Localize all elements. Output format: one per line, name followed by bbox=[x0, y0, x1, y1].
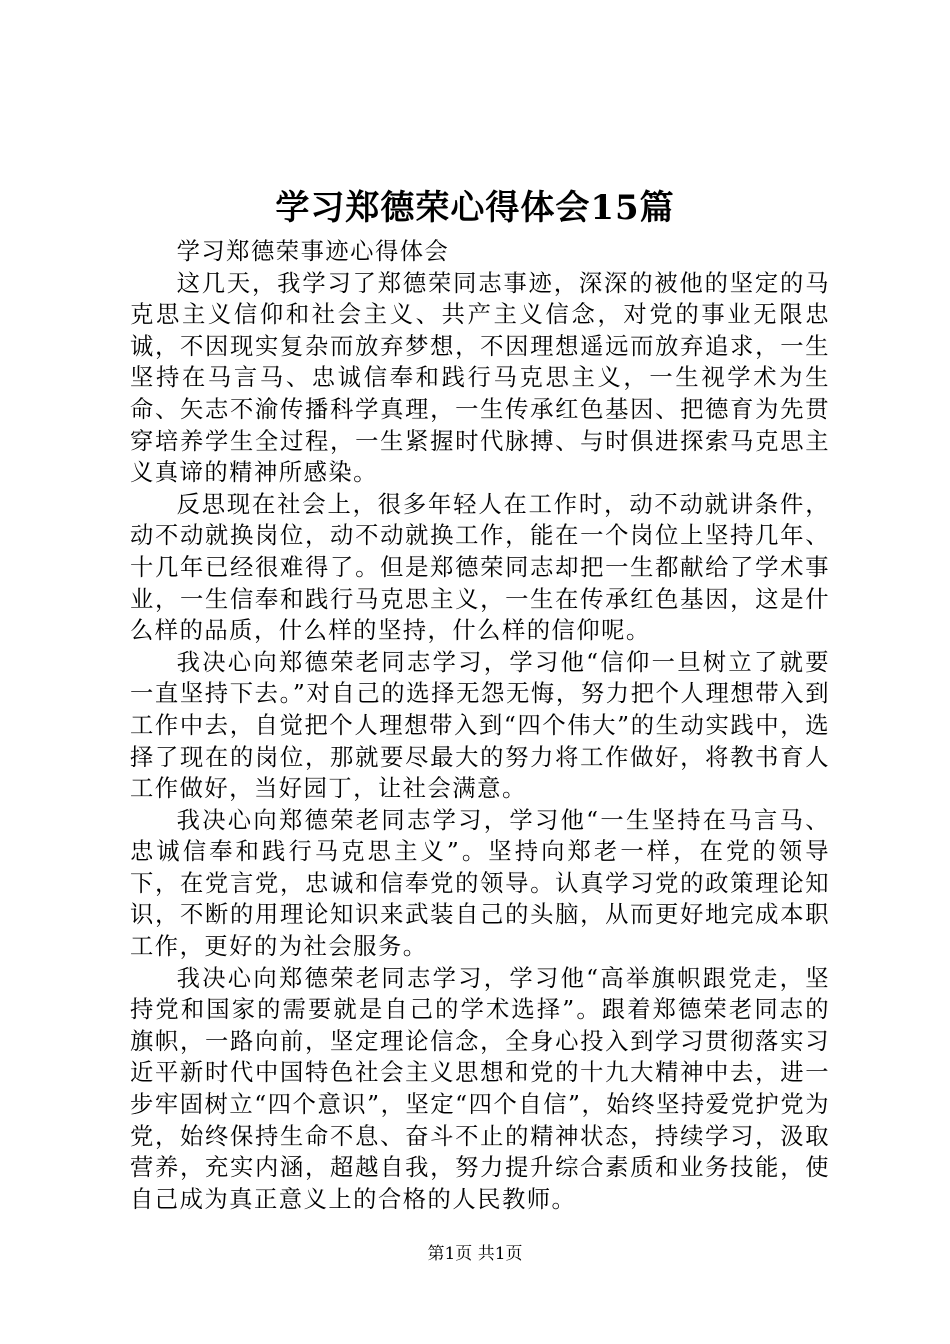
body-paragraph-3: 我决心向郑德荣老同志学习，学习他“信仰一旦树立了就要一直坚持下去。”对自己的选择无怨无悔，努力把个人理想带入到工作中去，自觉把个人理想带入到“四个伟大”的生动实践中，选择了现在的岗位，那就要尽最大的努力将工作做好，将教书育人工作做好，当好园丁，让社会满意。 bbox=[130, 648, 830, 803]
page-footer: 第1页 共1页 bbox=[427, 1244, 523, 1264]
document-subtitle: 学习郑德荣事迹心得体会 bbox=[176, 238, 450, 265]
body-paragraph-5: 我决心向郑德荣老同志学习，学习他“高举旗帜跟党走，坚持党和国家的需要就是自己的学术选择”。跟着郑德荣老同志的旗帜，一路向前，坚定理论信念，全身心投入到学习贯彻落实习近平新时代中国特色社会主义思想和党的十九大精神中去，进一步牢固树立“四个意识”，坚定“四个自信”，始终坚持爱党护党为党，始终保持生命不息、奋斗不止的精神状态，持续学习，汲取营养，充实内涵，超越自我，努力提升综合素质和业务技能，使自己成为真正意义上的合格的人民教师。 bbox=[130, 964, 830, 1213]
document-title: 学习郑德荣心得体会15篇 bbox=[275, 188, 675, 228]
body-paragraph-1: 这几天，我学习了郑德荣同志事迹，深深的被他的坚定的马克思主义信仰和社会主义、共产主义信念，对党的事业无限忠诚，不因现实复杂而放弃梦想，不因理想遥远而放弃追求，一生坚持在马言马、忠诚信奉和践行马克思主义，一生视学术为生命、矢志不渝传播科学真理，一生传承红色基因、把德育为先贯穿培养学生全过程，一生紧握时代脉搏、与时俱进探索马克思主义真谛的精神所感染。 bbox=[130, 269, 830, 487]
body-paragraph-2: 反思现在社会上，很多年轻人在工作时，动不动就讲条件，动不动就换岗位，动不动就换工作，能在一个岗位上坚持几年、十几年已经很难得了。但是郑德荣同志却把一生都献给了学术事业，一生信奉和践行马克思主义，一生在传承红色基因，这是什么样的品质，什么样的坚持，什么样的信仰呢。 bbox=[130, 490, 830, 645]
body-paragraph-4: 我决心向郑德荣老同志学习，学习他“一生坚持在马言马、忠诚信奉和践行马克思主义”。坚持向郑老一样，在党的领导下，在党言党，忠诚和信奉党的领导。认真学习党的政策理论知识，不断的用理论知识来武装自己的头脑，从而更好地完成本职工作，更好的为社会服务。 bbox=[130, 806, 830, 961]
document-body bbox=[130, 236, 830, 1215]
